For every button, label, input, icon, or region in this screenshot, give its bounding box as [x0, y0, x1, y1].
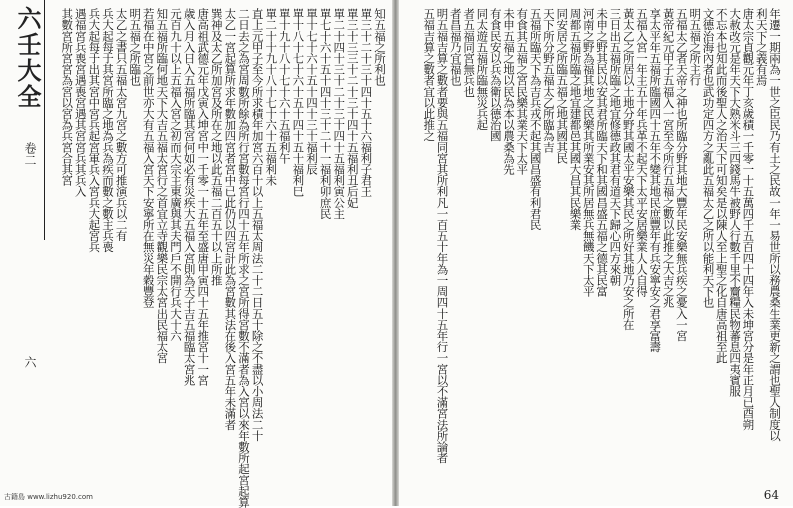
page-number: 64 [763, 488, 779, 502]
left-column-21: 兵大起每于其宮所臨之地為兵為疾而數之數主兵喪 [101, 8, 115, 253]
left-column-6: 單十七十六十五十四十三十福利辰 [305, 8, 319, 175]
right-column-18: 天下所分野五福太乙所臨為吉 [541, 8, 556, 153]
right-column-3: 唐太宗貞觀元年丁亥歲積一千零一十五萬四千五百四十四年入未坤宮分是年正月已酉朔 [741, 8, 756, 430]
right-column-27: 五福吉算之數者宜以此推之 [422, 8, 437, 142]
left-column-4: 單二十四十三十二十三十四十五福利寅公主 [332, 8, 347, 219]
right-column-23: 同太遊五福所臨無災兵起 [475, 8, 490, 131]
right-column-1: 年遷一期兩為一世之臣民乃有土之民故一年一易世所以務農桑生業更新之謂也聖人制度以 [768, 8, 782, 441]
folio-number: 六 [23, 356, 37, 368]
left-column-2: 單三十二十三十四十五十六福利子君王 [359, 8, 374, 197]
left-column-17: 知五福所臨何地天下大吉五福太宮行之首宜立寺觀樂民宗太宮出民福太宮 [155, 8, 170, 364]
right-column-19: 五福所臨天下為吉兵戎不起其國昌盛有利君民 [528, 8, 543, 231]
left-column-10: 直上元甲子至今所求積年加宮六百十以上五福太周法二十二日五十除之不盡以小周法二十 [250, 8, 265, 441]
volume-label: 卷二 [23, 142, 37, 166]
right-column-17: 同安居之所臨五福之地其國其民 [555, 8, 570, 164]
right-column-16: 周都五福所臨之地宜建都邑其國大昌其民樂業 [568, 8, 583, 231]
right-column-5: 不忘本也知此而後聖人之治天下可知矣是以陳人至上聖之化自唐高祖至此 [714, 8, 729, 364]
right-column-4: 大赦改元是年天下大熟米斗三四錢馬牛被野人行數千里不齎糧民物蕃息四夷賓服 [728, 8, 743, 397]
right-column-9: 黃帝紀元甲子五福入一宮至今所行五福之數以此推之大吉之兆 [661, 8, 676, 308]
left-column-16: 元百九十以上五福入宮之初而大宗主東廣與其夫門戶不開行兵大十六 [169, 8, 183, 342]
left-column-20: 太乙之書只五福太宮九宮之數方可推演兵以二有 [114, 8, 129, 242]
left-column-24: 其數宮所宮宮為宮以宮為兵宮合其宮 [60, 8, 75, 186]
left-column-7: 單十八十七十六十五十四十五十福利巳 [291, 8, 306, 197]
right-column-2: 利天下之義有焉 [754, 8, 769, 86]
left-column-22: 兵大起每于出其宮中宮兵起宮軍兵入宮兵大起宮兵 [87, 8, 102, 253]
left-column-23: 遇福宮兵喪宮遇喪宮遇其宮宮兵其兵入 [73, 8, 88, 197]
left-column-15: 歲入月入日入五福所臨其宮何如必有災疾大五福入宮則為天子吉五福臨太宮兆 [182, 8, 197, 386]
right-column-22: 有食民安以兵為衛以德治國 [488, 8, 503, 142]
left-column-13: 巽神及太乙所加宮及所在之地以此五福二百五十以上所推 [209, 8, 224, 286]
left-column-19: 明五福之所臨也 [128, 8, 143, 86]
right-column-21: 未申五福之地以民為本以農桑為先 [502, 8, 516, 175]
right-column-6: 文德治海內者也武功定四方之亂此五福太乙之所以能利天下也 [701, 8, 716, 308]
left-column-14: 唐高祖武德元年戊寅入坤宮中一千零一十五年至盛唐甲寅四十五年推宮十一宮 [196, 8, 211, 386]
right-column-24: 者五福同宮無兵也 [462, 8, 477, 97]
right-column-20: 有食其五福之宮民樂其業天下太平 [515, 8, 530, 175]
left-column-9: 單二十十九十八十七十六十五福利未 [264, 8, 279, 186]
book-title-header: 六壬大全 [13, 6, 42, 110]
left-column-18: 若福在中宮之前世亦大有五福入宮天下安寧所在無災年穀豐登 [141, 8, 156, 308]
right-page [399, 0, 793, 506]
right-column-13: 三日出五福所臨之地宜修德政其君有道天下歸心四方來朝 [608, 8, 623, 286]
right-column-14: 未申之野其民以安其君所臨天下和其國昌盛五福之德其民富 [595, 8, 610, 297]
right-column-15: 河南之野為福其地之民樂其所業安其所居無兵無饑天下太平 [581, 8, 596, 297]
right-column-10: 享太平年五福所臨國四十五年不變其地民庶豐年有兵安寧安之君享富壽 [648, 8, 663, 353]
right-column-11: 五福入宮一年主五十年兵革不起天下太平安居樂業人人自得 [635, 8, 649, 297]
book-spine [392, 0, 399, 506]
site-watermark: 古籍島 www.lizhu920.com [4, 493, 93, 501]
left-page [0, 0, 392, 506]
left-column-3: 單三十三三十二十三十四十五福利丑后妃 [345, 8, 360, 208]
right-column-8: 五福太乙者天帝之神也所臨分野其地大豐年民安樂無兵疾之憂入一宮 [674, 8, 689, 342]
left-column-1: 知五福之所利也 [373, 8, 387, 86]
left-column-5: 單七十六十五十四十三十二十一福利卯庶民 [318, 8, 333, 219]
left-column-8: 單十九十八十七十六十五福利午 [277, 8, 292, 164]
left-column-11: 二日去之為宮周數所餘為所行宮數每宮行四十五年所求之宮所得宮數不滿者為入宮以來年數所起宮起算 [237, 8, 251, 508]
right-column-25: 者昌福乃宜福也 [448, 8, 463, 86]
right-column-12: 黃太乙之所居以土地分野其國太平安樂其民之所好其地乃安之所在 [621, 8, 636, 330]
right-column-7: 明五福之所主行 [688, 8, 703, 86]
left-column-12: 太乙一宮起算所求年數加四宮者宮中已此仍以四宮計此為宮數其法在後入宮五年未滿者 [223, 8, 238, 430]
right-column-26: 明五福吉算之數者要與五福同宮其所利凡一百五十年為一周四十五年行一宮以不滿宮法所論者 [435, 8, 450, 464]
